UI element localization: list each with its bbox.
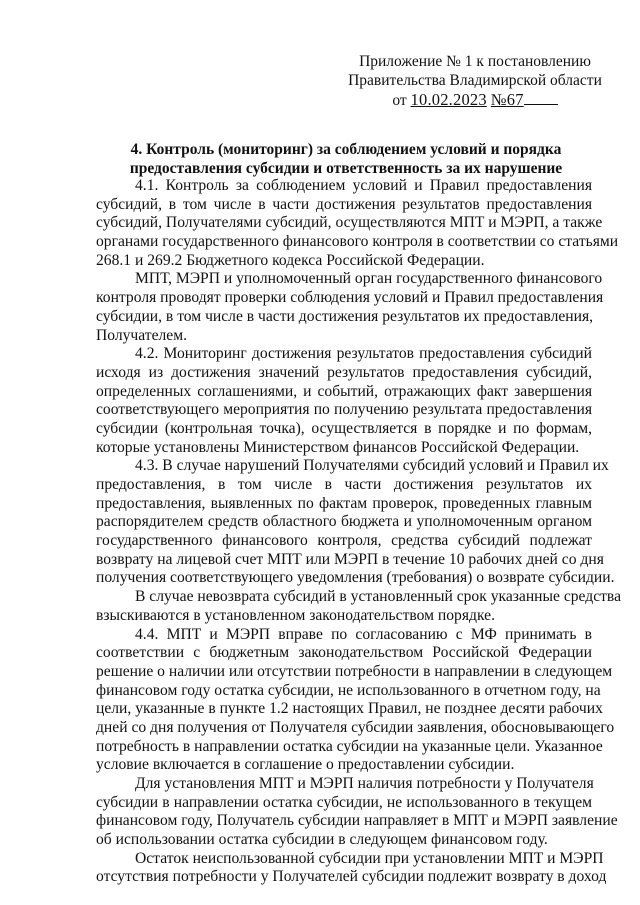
text-line: субсидий, в том числе в части достижения результатов предоставления [96, 195, 592, 213]
text-line: финансовом году, Получатель субсидии направляет в МПТ и МЭРП заявление [96, 812, 618, 830]
paragraph [96, 457, 615, 588]
text-line: предоставления, в том числе в части достижения результатов их [96, 476, 592, 493]
text-line: субсидии, в том числе в части достижения результатов их предоставления, [96, 307, 594, 325]
text-line: субсидий, Получателями субсидий, осуществляются МПТ и МЭРП, а также [96, 214, 603, 232]
text-line: отсутствия потребности у Получателей субсидии подлежит возврату в доход [96, 868, 607, 886]
paragraph [96, 270, 604, 345]
text-line: которые установлены Министерством финансов Российской Федерации. [96, 438, 580, 456]
text-line: контроля проводят проверки соблюдения условий и Правил предоставления [96, 289, 604, 307]
text-line: соответствующего мероприятия по получению результата предоставления [96, 401, 592, 419]
text-line: 4.4. МПТ и МЭРП вправе по согласованию с МФ принимать в [135, 625, 592, 643]
text-line: дней со дня получения от Получателя субсидии заявления, обосновывающего [96, 718, 615, 736]
header-line-3 [340, 90, 610, 110]
header-line-2: Правительства Владимирской области [348, 72, 602, 89]
header-prefix: от [392, 92, 407, 109]
text-line: Для установления МПТ и МЭРП наличия потребности у Получателя [135, 775, 594, 792]
paragraph [96, 849, 607, 887]
text-line: решение о наличии или отсутствии потребности в направлении в следующем [96, 662, 613, 680]
section-title [96, 140, 596, 178]
text-line: получения соответствующего уведомления (требования) о возврате субсидии. [96, 569, 615, 587]
text-line: цели, указанные в пункте 1.2 настоящих Правил, не позднее десяти рабочих [96, 700, 603, 718]
appendix-header [340, 52, 610, 110]
text-line: потребность в направлении остатка субсидии на указанные цели. Указанное [96, 737, 603, 755]
document-body [96, 177, 622, 887]
text-line: 4.3. В случае нарушений Получателями субсидий условий и Правил их [135, 457, 609, 475]
text-line: 268.1 и 269.2 Бюджетного кодекса Российской Федерации. [96, 251, 485, 269]
text-line: МПТ, МЭРП и уполномоченный орган государственного финансового [135, 270, 603, 288]
text-line: соответствии с бюджетным законодательством Российской Федерации [96, 644, 592, 662]
section-title-line-1: 4. Контроль (мониторинг) за соблюдением условий и порядка [130, 141, 562, 158]
text-line: субсидии (контрольная точка), осуществляется в порядке и по формам, [96, 419, 592, 437]
text-line: финансовом году остатка субсидии, не использованного в отчетном году, на [96, 681, 601, 699]
text-line: исходя из достижения значений результатов предоставления субсидий, [96, 363, 592, 381]
text-line: предоставления, выявленных по фактам проверок, проведенных главным [96, 494, 592, 512]
paragraph [96, 588, 622, 625]
text-line: распорядителем средств областного бюджета и уполномоченным органом [96, 513, 592, 531]
text-line: Получателем. [96, 326, 187, 344]
text-line: государственного финансового контроля, средства субсидий подлежат [96, 532, 592, 550]
paragraph [96, 625, 615, 776]
paragraph [96, 775, 618, 850]
text-line: 4.2. Мониторинг достижения результатов предоставления субсидий [135, 345, 592, 363]
text-line: Остаток неиспользованной субсидии при установлении МПТ и МЭРП [135, 849, 604, 867]
decree-date: 10.02.2023 [410, 90, 487, 109]
text-line: условие включается в соглашение о предоставлении субсидии. [96, 756, 515, 774]
text-line: В случае невозврата субсидий в установленный срок указанные средства [135, 588, 622, 606]
text-line: органами государственного финансового контроля в соответствии со статьями [96, 233, 619, 251]
text-line: об использовании остатка субсидии в следующем финансовом году. [96, 831, 548, 849]
decree-number: 67 [506, 90, 524, 109]
header-line-1: Приложение № 1 к постановлению [359, 53, 591, 70]
text-line: определенных соглашениями, и событий, отражающих факт завершения [96, 382, 592, 400]
number-sign: № [490, 90, 507, 109]
text-line: возврату на лицевой счет МПТ или МЭРП в течение 10 рабочих дней со дня [96, 550, 604, 568]
underline-tail [524, 92, 558, 105]
text-line: 4.1. Контроль за соблюдением условий и Правил предоставления [135, 177, 592, 194]
text-line: взыскиваются в установленном законодательством порядке. [96, 606, 495, 624]
section-title-line-2: предоставления субсидии и ответственность за их нарушение [129, 160, 563, 177]
paragraph [96, 177, 619, 270]
paragraph [96, 345, 592, 457]
text-line: субсидии в направлении остатка субсидии, не использованного в текущем [96, 793, 592, 811]
